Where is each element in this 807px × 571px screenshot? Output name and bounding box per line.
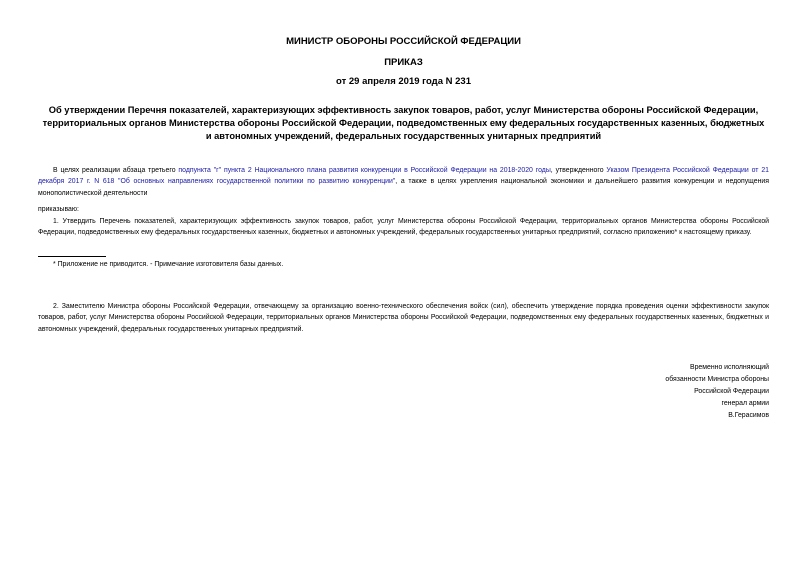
signature-line-3: Российской Федерации [694,388,769,395]
order-item-2: 2. Заместителю Министра обороны Российской Федерации, отвечающему за организацию военно-технического обеспечения войск (сил), обеспечить утверждение порядка проведения оценки эффективности закупок товаров, работ, услуг Министерства обороны Российской Федерации, территориальных органов Министерства обороны Российской Федерации, подведомственных ему федеральных государственных казенных, бюджетных и автономных учреждений, федеральных государственных унитарных предприятий. [38,303,769,333]
preamble-text-2: , утвержденного [550,167,607,174]
document-title: Об утверждении Перечня показателей, характеризующих эффективность закупок товаров, работ, услуг Министерства обороны Российской Федерации, территориальных органов Министерства обороны Российской Федерации, подведомственных ему федеральных государственных казенных, бюджетных и автономных учреждений, федеральных государственных унитарных предприятий [42,105,765,141]
signature-line-1: Временно исполняющий [690,364,769,371]
order-item-1: 1. Утвердить Перечень показателей, характеризующих эффективность закупок товаров, работ, услуг Министерства обороны Российской Федерации, территориальных органов Министерства обороны Российской Федерации, подведомственных ему федеральных государственных казенных, бюджетных и автономных учреждений, федеральных государственных унитарных предприятий, согласно приложению* к настоящему приказу. [38,218,769,237]
issuing-authority: МИНИСТР ОБОРОНЫ РОССИЙСКОЙ ФЕДЕРАЦИИ [286,36,521,47]
document-type: ПРИКАЗ [384,57,423,68]
link-presidential-decree[interactable]: Указом Президента Российской Федерации от 21 декабря 2017 г. N 618 "Об основных направлениях государственной политики по развитию конкуренции" [38,167,769,186]
document-date-number: от 29 апреля 2019 года N 231 [336,76,471,87]
link-competition-plan[interactable]: подпункта "г" пункта 2 Национального плана развития конкуренции в Российской Федерации на 2018-2020 годы [178,167,551,174]
footnote-divider [38,256,106,257]
order-word: приказываю: [38,206,79,213]
footnote-text: * Приложение не приводится. - Примечание изготовителя базы данных. [53,261,284,268]
signature-name: В.Герасимов [728,412,769,419]
preamble-text-1: В целях реализации абзаца третьего [53,167,179,174]
signature-line-4: генерал армии [721,400,769,407]
preamble-text-3: , а также в целях укрепления национальной экономики и дальнейшего развития конкуренции и недопущения монополистической деятельности [38,178,769,197]
signature-line-2: обязанности Министра обороны [665,376,769,383]
preamble-paragraph [38,165,769,199]
signature-block [665,362,769,422]
